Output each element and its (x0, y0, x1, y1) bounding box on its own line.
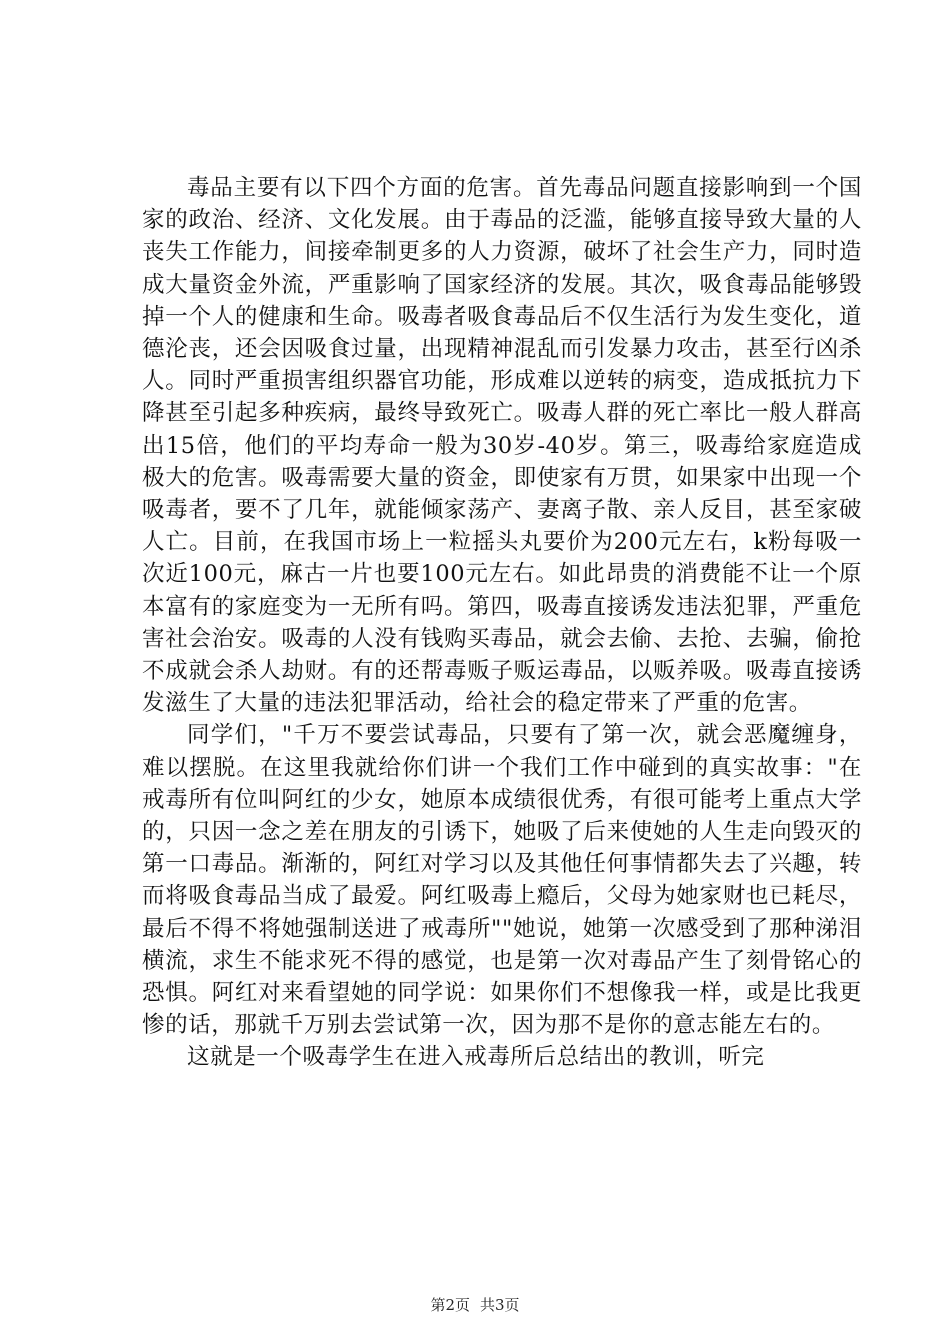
page-footer (0, 1294, 950, 1315)
document-body (142, 172, 862, 1074)
paragraph-student-story: 同学们，"千万不要尝试毒品，只要有了第一次，就会恶魔缠身，难以摆脱。在这里我就给你们讲一个我们工作中碰到的真实故事："在戒毒所有位叫阿红的少女，她原本成绩很优秀，有很可能考上重点大学的，只因一念之差在朋友的引诱下，她吸了后来使她的人生走向毁灭的第一口毒品。渐渐的，阿红对学习以及其他任何事情都失去了兴趣，转而将吸食毒品当成了最爱。阿红吸毒上瘾后，父母为她家财也已耗尽，最后不得不将她强制送进了戒毒所""她说，她第一次感受到了那种涕泪横流，求生不能求死不得的感觉，也是第一次对毒品产生了刻骨铭心的恐惧。阿红对来看望她的同学说：如果你们不想像我一样，或是比我更惨的话，那就千万别去尝试第一次，因为那不是你的意志能左右的。 (142, 722, 862, 1039)
paragraph-drug-harms: 毒品主要有以下四个方面的危害。首先毒品问题直接影响到一个国家的政治、经济、文化发展。由于毒品的泛滥，能够直接导致大量的人丧失工作能力，间接牵制更多的人力资源，破坏了社会生产力，同时造成大量资金外流，严重影响了国家经济的发展。其次，吸食毒品能够毁掉一个人的健康和生命。吸毒者吸食毒品后不仅生活行为发生变化，道德沦丧，还会因吸食过量，出现精神混乱而引发暴力攻击，甚至行凶杀人。同时严重损害组织器官功能，形成难以逆转的病变，造成抵抗力下降甚至引起多种疾病，最终导致死亡。吸毒人群的死亡率比一般人群高出15倍，他们的平均寿命一般为30岁-40岁。第三，吸毒给家庭造成极大的危害。吸毒需要大量的资金，即使家有万贯，如果家中出现一个吸毒者，要不了几年，就能倾家荡产、妻离子散、亲人反目，甚至家破人亡。目前，在我国市场上一粒摇头丸要价为200元左右，k粉每吸一次近100元，麻古一片也要100元左右。如此昂贵的消费能不让一个原本富有的家庭变为一无所有吗。第四，吸毒直接诱发违法犯罪，严重危害社会治安。吸毒的人没有钱购买毒品，就会去偷、去抢、去骗，偷抢不成就会杀人劫财。有的还帮毒贩子贩运毒品，以贩养吸。吸毒直接诱发滋生了大量的违法犯罪活动，给社会的稳定带来了严重的危害。 (142, 175, 862, 717)
paragraph-lesson: 这就是一个吸毒学生在进入戒毒所后总结出的教训，听完 (187, 1044, 765, 1071)
page-total: 共3页 (480, 1296, 520, 1314)
page-number: 第2页 (430, 1296, 470, 1314)
